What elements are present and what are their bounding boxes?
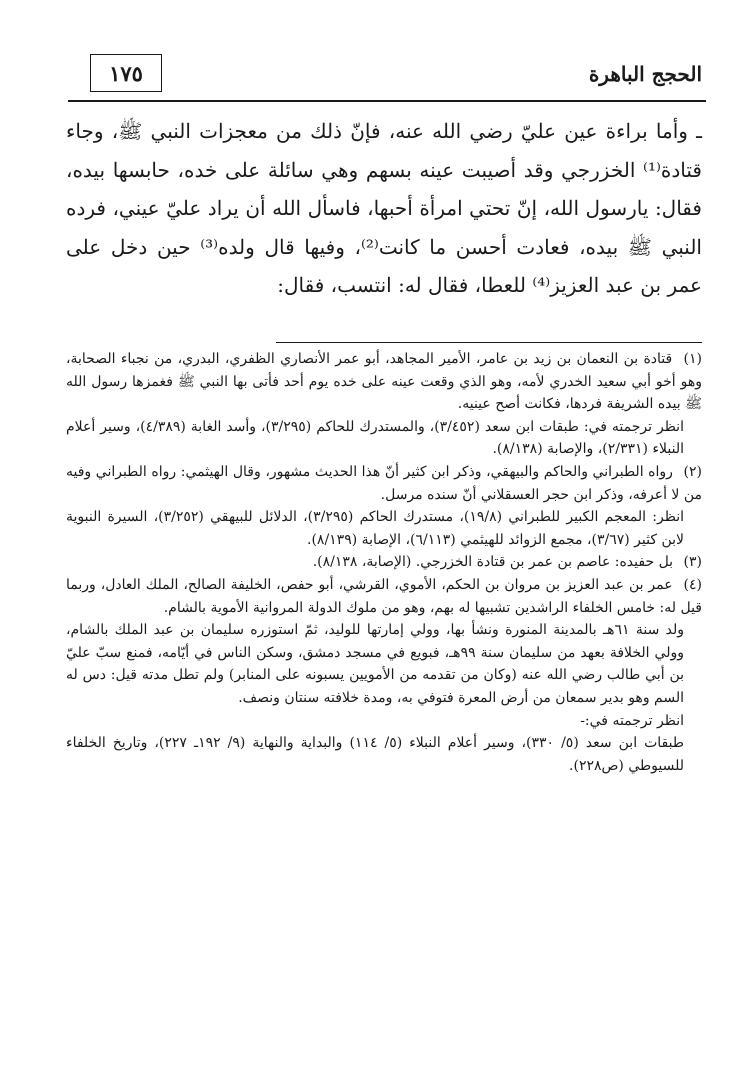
main-text-block	[66, 112, 702, 305]
footnote-marker: (٤)	[683, 576, 702, 593]
footnote-2-refs: انظر: المعجم الكبير للطبراني (١٩/٨)، مستدرك الحاكم (٣/٢٩٥)، الدلائل للبيهقي (٣/٢٥٢)، السيرة النبوية لابن كثير (٣/٦٧)، مجمع الزوائد للهيثمي (٦/١١٣)، الإصابة (٨/١٣٩).	[66, 509, 684, 548]
footnote-marker: (٢)	[683, 463, 702, 480]
footnote-3	[66, 551, 702, 574]
footnote-4-refs-intro: انظر ترجمته في:-	[580, 712, 684, 729]
footnote-text: رواه الطبراني والحاكم والبيهقي، وذكر ابن كثير أنّ هذا الحديث مشهور، وقال الهيثمي: رواه الطبراني وفيه من لا أعرفه، وذكر ابن حجر العسقلاني أنّ سنده مرسل.	[66, 463, 702, 503]
running-title: الحجج الباهرة	[588, 62, 702, 86]
footnote-4	[66, 574, 702, 619]
footnotes-block	[66, 348, 702, 777]
footnote-text: عمر بن عبد العزيز بن مروان بن الحكم، الأموي، القرشي، أبو حفص، الخليفة الصالح، الملك العادل، وربما قيل له: خامس الخلفاء الراشدين تشبيها له بهم، وهو من ملوك الدولة المروانية الأموية بالشام.	[66, 576, 702, 616]
footnote-2	[66, 461, 702, 506]
footnote-marker: (١)	[683, 351, 702, 367]
main-paragraph: ـ وأما براءة عين عليّ رضي الله عنه، فإنّ ذلك من معجزات النبي ﷺ، وجاء قتادة⁽¹⁾ الخزرجي وقد أصيبت عينه بسهم وهي سائلة على خده، حابسها بيده، فقال: يارسول الله، إنّ تحتي امرأة أحبها، فاسأل الله أن يراد عليّ عيني، فرده النبي ﷺ بيده، فعادت أحسن ما كانت⁽²⁾، وفيها قال ولده⁽³⁾ حين دخل على عمر بن عبد العزيز⁽⁴⁾ للعطا، فقال له: انتسب، فقال:	[66, 119, 702, 297]
footnote-marker: (٣)	[683, 554, 702, 571]
page-number: ١٧٥	[90, 54, 162, 92]
footnote-1-refs: انظر ترجمته في: طبقات ابن سعد (٣/٤٥٢)، والمستدرك للحاكم (٣/٢٩٥)، وأسد الغابة (٤/٣٨٩)، وسير أعلام النبلاء (٢/٣٣١)، والإصابة (٨/١٣٨).	[66, 418, 684, 458]
footnote-1	[66, 348, 702, 416]
footnote-4-refs: طبقات ابن سعد (٥/ ٣٣٠)، وسير أعلام النبلاء (٥/ ١١٤) والبداية والنهاية (٩/ ١٩٢ـ ٢٢٧)، وتاريخ الخلفاء للسيوطي (ص٢٢٨).	[66, 735, 684, 774]
footnote-4-bio: ولد سنة ٦١هـ بالمدينة المنورة ونشأ بها، وولي إمارتها للوليد، ثمّ استوزره سليمان بن عبد الملك بالشام، وولي الخلافة بعهد من سليمان سنة ٩٩هـ، فبويع في مسجد دمشق، وسكن الناس في أيّامه، فمنع سبّ عليّ بن أبي طالب رضي الله عنه (وكان من تقدمه من الأمويين يسبونه على المنابر) ولم تطل مدته قيل: دس له السم وهو بدير سمعان من أرض المعرة فتوفي به، ومدة خلافته سنتان ونصف.	[66, 622, 684, 706]
footnote-text: قتادة بن النعمان بن زيد بن عامر، الأمير المجاهد، أبو عمر الأنصاري الظفري، البدري، من نجباء الصحابة، وهو أخو أبي سعيد الخدري لأمه، وهو الذي وقعت عينه على خده يوم أحد فأتى بها النبي ﷺ فغمزها رسول الله ﷺ بيده الشريفة فردها، فكانت أصح عينيه.	[66, 351, 702, 413]
footnote-text: بل حفيده: عاصم بن عمر بن قتادة الخزرجي. (الإصابة، ٨/١٣٨).	[312, 554, 674, 571]
page-header	[68, 48, 706, 102]
footnote-divider	[276, 342, 702, 343]
